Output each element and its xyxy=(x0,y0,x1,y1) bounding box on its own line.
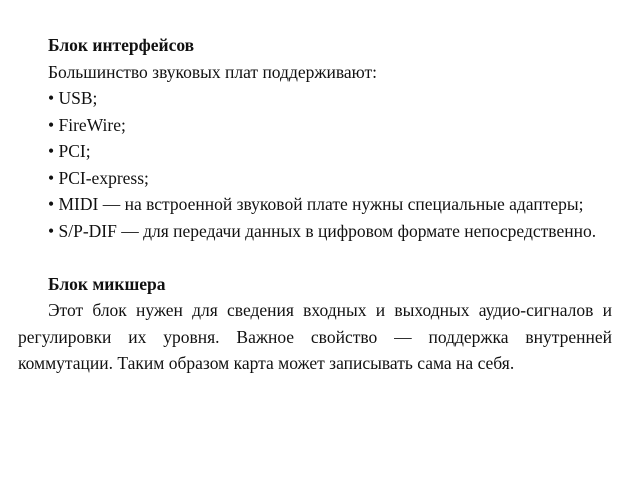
interface-item-pci: • PCI; xyxy=(48,141,91,161)
interface-item-midi: • MIDI — на встроенной звуковой плате нужны специальные адаптеры; xyxy=(48,194,584,214)
interfaces-intro: Большинство звуковых плат поддерживают: xyxy=(48,61,377,82)
interface-item-spdif: • S/P-DIF — для передачи данных в цифровом формате непосредственно. xyxy=(48,220,597,241)
mixer-body: Этот блок нужен для сведения входных и выходных аудио-сигналов и регулировки их уровня. Важное свойство — поддержка внутренней коммутации. Таким образом карта может записывать сама на себя. xyxy=(18,300,612,373)
interface-item-usb: • USB; xyxy=(48,88,98,108)
section-spacer xyxy=(18,244,612,271)
interface-item-firewire: • FireWire; xyxy=(48,114,126,135)
interfaces-heading: Блок интерфейсов xyxy=(48,35,195,55)
mixer-section xyxy=(18,271,612,377)
interface-item-pci-express: • PCI-express; xyxy=(48,167,149,188)
interfaces-section xyxy=(18,32,612,244)
mixer-heading: Блок микшера xyxy=(48,273,166,294)
